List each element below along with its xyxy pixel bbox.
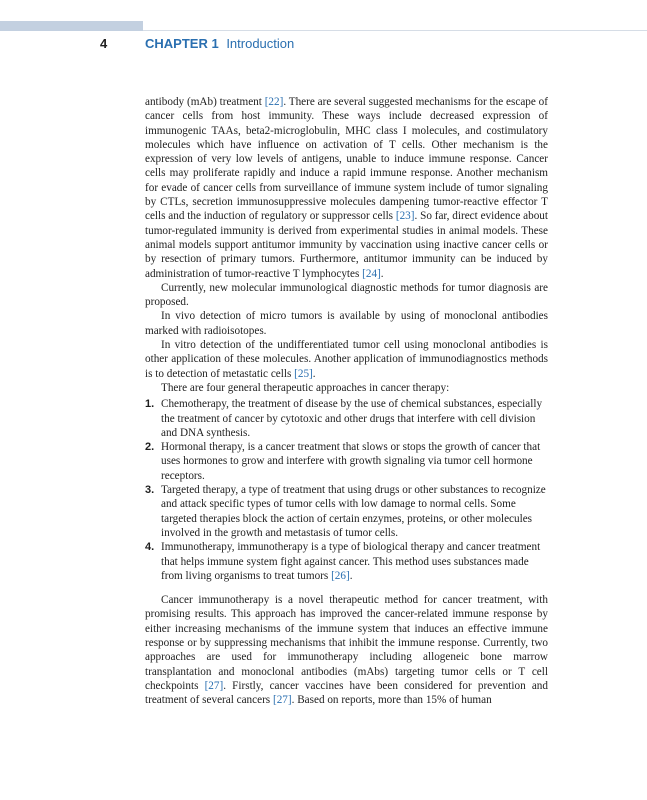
paragraph	[145, 95, 548, 281]
citation-link[interactable]: [26]	[331, 569, 350, 582]
list-item-text: Immunotherapy, immunotherapy is a type of biological therapy and cancer treatment that helps immune system fight against cancer. This method uses substances made from living organisms to treat tumors	[161, 541, 541, 582]
text-run: antibody (mAb) treatment	[145, 96, 265, 108]
header-rule	[143, 30, 647, 31]
text-run: .	[312, 367, 316, 380]
list-item	[145, 483, 548, 540]
chapter-label: CHAPTER 1	[145, 36, 219, 51]
paragraph: There are four general therapeutic approaches in cancer therapy:	[161, 381, 450, 394]
citation-link[interactable]: [27]	[272, 694, 292, 707]
paragraph	[145, 593, 548, 707]
citation-link[interactable]: [25]	[294, 367, 313, 380]
running-head	[145, 36, 294, 51]
text-run: . Firstly, cancer vaccines have been considered for prevention and treatment of several cancers	[145, 679, 548, 707]
list-item	[145, 540, 548, 583]
list-item	[145, 397, 548, 440]
citation-link[interactable]: [22]	[264, 96, 284, 108]
section-title: Introduction	[226, 36, 295, 51]
text-run: Cancer immunotherapy is a novel therapeutic method for cancer treatment, with promising results. This approach has improved the cancer-related immune response by either increasing mechanisms of the immune system that induces an effective immune response or by suppressing mechanisms that inhibit the immune response. Currently, two approaches are used for immunotherapy including allogeneic bone marrow transplantation and monoclonal antibodies (mAbs) targeting tumor cells or T cell checkpoints	[145, 594, 548, 692]
list-item-text: Chemotherapy, the treatment of disease by the use of chemical substances, especially the treatment of cancer by cytotoxic and other drugs that interfere with cell division and DNA synthesis.	[161, 398, 543, 439]
text-run: .	[349, 569, 353, 582]
list-number: 1.	[145, 398, 155, 411]
therapy-approaches-list	[145, 397, 548, 583]
spacer	[145, 583, 548, 593]
paragraph	[145, 338, 548, 381]
list-item	[145, 440, 548, 483]
text-run: . There are several suggested mechanisms for the escape of cancer cells from host immunity. These ways include decreased expression of immunogenic TAAs, beta2-microglobulin, MHC class I molecules, and costimulatory molecules which have influence on activation of T cells. Other mechanism is the expression of very low levels of antigens, unable to induce immune response. Cancer cells may proliferate rapidly and induce a rapid immune response. Another mechanism for evade of cancer cells from surveillance of immune system include of tumor signaling by CTLs, secretion immunosuppressive molecules dampening tumor-reactive effector T cells and the induction of regulatory or suppressor cells	[145, 96, 548, 223]
list-number: 4.	[145, 541, 155, 554]
text-run: .	[380, 267, 384, 280]
citation-link[interactable]: [24]	[362, 267, 381, 280]
page-number: 4	[100, 36, 108, 51]
list-item-text: Targeted therapy, a type of treatment that using drugs or other substances to recognize and attack specific types of tumor cells with low damage to normal cells. Some targeted therapies block the action of certain enzymes, proteins, or other molecules involved in the growth and metastasis of tumor cells.	[161, 484, 546, 539]
citation-link[interactable]: [27]	[204, 679, 224, 692]
list-item-text: Hormonal therapy, is a cancer treatment that slows or stops the growth of cancer that uses hormones to grow and interfere with growth signaling via tumor cell hormone receptors.	[161, 441, 541, 482]
header-accent-bar	[0, 21, 143, 31]
paragraph: In vivo detection of micro tumors is available by using of monoclonal antibodies marked with radioisotopes.	[145, 310, 548, 337]
text-run: . So far, direct evidence about tumor-regulated immunity is derived from experimental studies in animal models. These animal models support antitumor immunity by vaccination using inactive cancer cells or by resection of primary tumors. Furthermore, antitumor immunity can be induced by administration of tumor-reactive T lymphocytes	[145, 210, 548, 280]
text-run: . Based on reports, more than 15% of human	[291, 694, 492, 707]
text-run: In vitro detection of the undifferentiated tumor cell using monoclonal antibodies is other application of these molecules. Another application of immunodiagnostics methods is to detection of metastatic cells	[145, 339, 548, 380]
list-number: 3.	[145, 484, 155, 497]
citation-link[interactable]: [23]	[395, 210, 415, 223]
paragraph: Currently, new molecular immunological diagnostic methods for tumor diagnosis are proposed.	[145, 281, 548, 309]
list-number: 2.	[145, 441, 155, 454]
body-text	[145, 95, 548, 707]
